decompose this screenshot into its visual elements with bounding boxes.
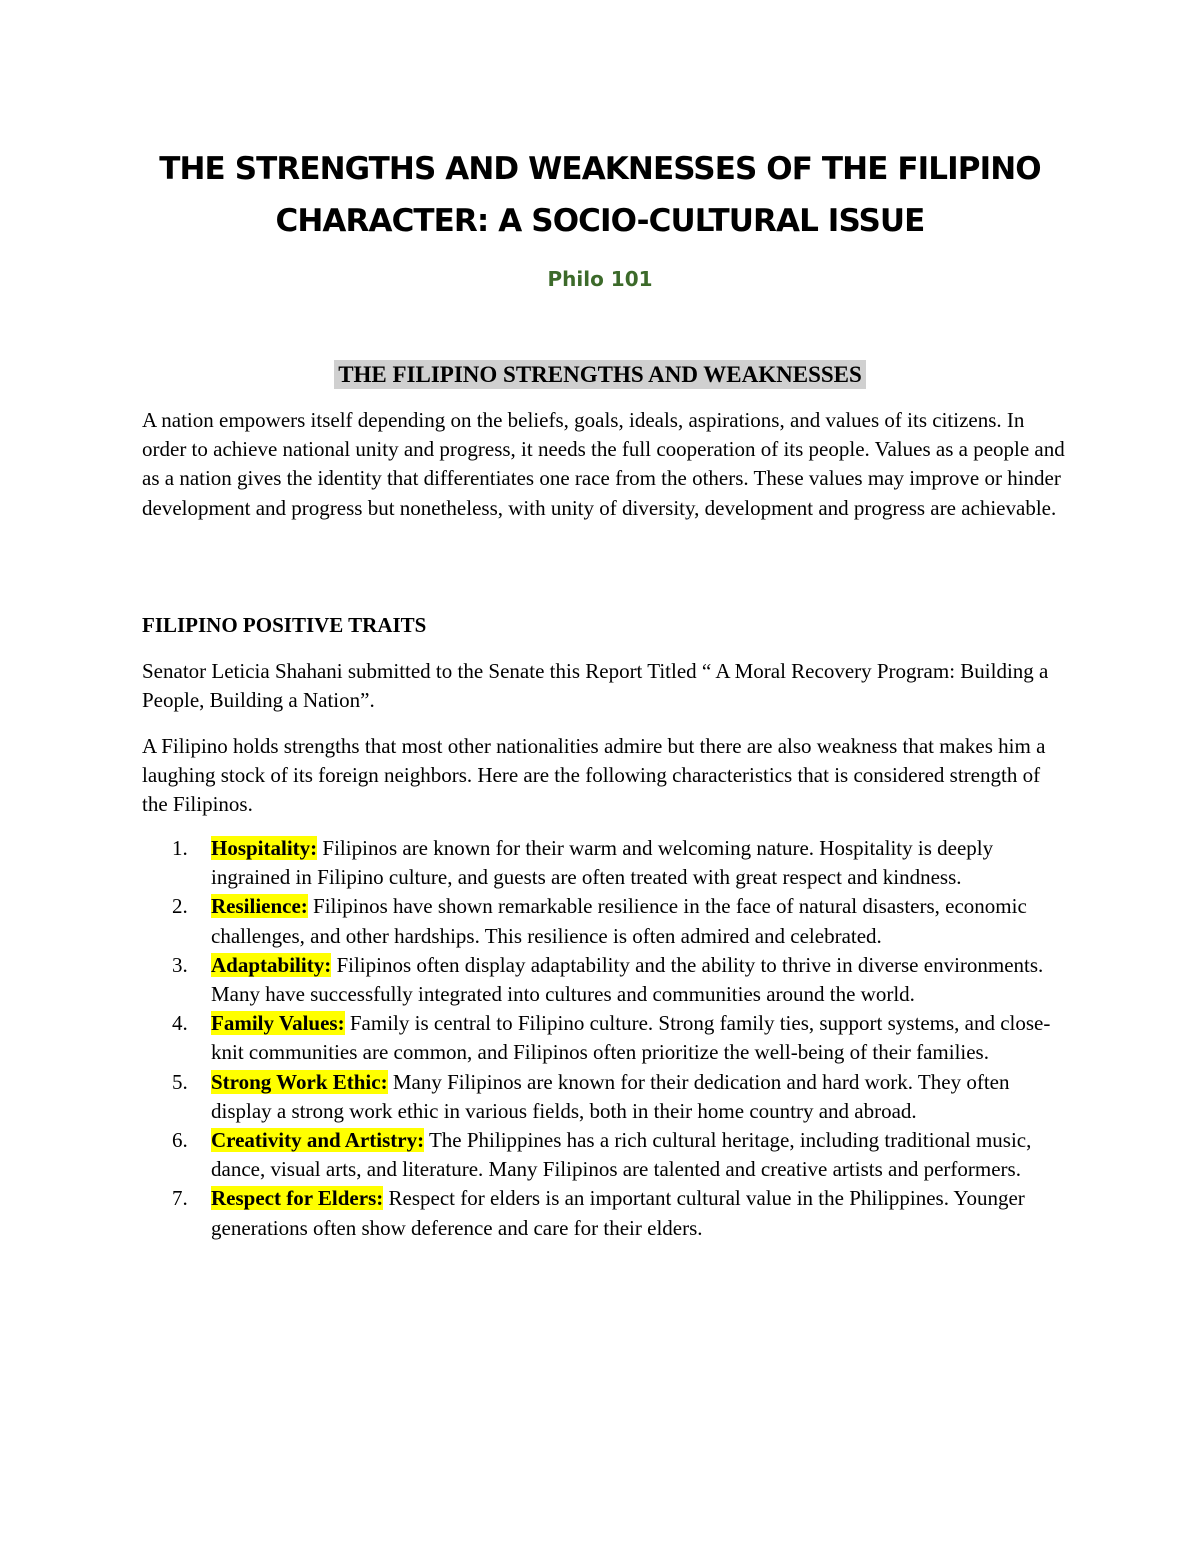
trait-description: The Philippines has a rich cultural heritage, including traditional music, dance, visual arts, and literature. Many Filipinos are talented and creative artists and performers. [211, 1128, 1032, 1182]
trait-description: Filipinos often display adaptability and the ability to thrive in diverse environments. Many have successfully integrated into cultures and communities around the world. [211, 952, 1044, 1007]
senator-paragraph: Senator Leticia Shahani submitted to the Senate this Report Titled “ A Moral Recovery Program: Building a People, Building a Nation”. [142, 659, 1049, 713]
list-item-number: 5. [172, 1069, 188, 1094]
list-item-number: 2. [172, 894, 188, 919]
trait-term: Respect for Elders: [211, 1186, 384, 1211]
list-item [172, 1068, 1072, 1126]
list-item-number: 3. [172, 952, 188, 977]
trait-term: Strong Work Ethic: [211, 1069, 388, 1094]
trait-description: Family is central to Filipino culture. Strong family ties, support systems, and close-knit communities are common, and Filipinos often prioritize the well-being of their families. [211, 1011, 1051, 1065]
trait-description: Respect for elders is an important cultural value in the Philippines. Younger generations often show deference and care for their elders. [211, 1186, 1025, 1240]
list-item [172, 834, 1072, 892]
traits-heading: FILIPINO POSITIVE TRAITS [142, 613, 427, 637]
list-item [172, 951, 1072, 1009]
trait-term: Resilience: [211, 894, 308, 919]
trait-term: Adaptability: [211, 952, 332, 977]
section-heading [0, 358, 1200, 392]
section-heading-text: THE FILIPINO STRENGTHS AND WEAKNESSES [334, 360, 866, 389]
list-item [172, 892, 1072, 950]
list-item [172, 1126, 1072, 1184]
list-item-number: 6. [172, 1128, 188, 1153]
strengths-paragraph: A Filipino holds strengths that most other nationalities admire but there are also weakness that makes him a laughing stock of its foreign neighbors. Here are the following characteristics that is considered strength of the Filipinos. [142, 734, 1046, 817]
trait-description: Filipinos are known for their warm and welcoming nature. Hospitality is deeply ingrained in Filipino culture, and guests are often treated with great respect and kindness. [211, 836, 994, 890]
intro-paragraph: A nation empowers itself depending on the beliefs, goals, ideals, aspirations, and values of its citizens. In order to achieve national unity and progress, it needs the full cooperation of its people. Values as a people and as a nation gives the identity that differentiates one race from the others. These values may improve or hinder development and progress but nonetheless, with unity of diversity, development and progress are achievable. [142, 408, 1065, 520]
trait-term: Creativity and Artistry: [211, 1128, 425, 1153]
document-title: THE STRENGTHS AND WEAKNESSES OF THE FILIPINO CHARACTER: A SOCIO-CULTURAL ISSUE [159, 151, 1041, 239]
list-item-number: 7. [172, 1186, 188, 1211]
trait-term: Family Values: [211, 1011, 345, 1036]
trait-term: Hospitality: [211, 836, 318, 860]
list-item-number: 1. [172, 836, 188, 860]
list-item-number: 4. [172, 1011, 188, 1036]
list-item [172, 1184, 1072, 1242]
course-subtitle: Philo 101 [547, 267, 653, 291]
trait-description: Many Filipinos are known for their dedication and hard work. They often display a strong work ethic in various fields, both in their home country and abroad. [211, 1069, 1010, 1123]
list-item [172, 1009, 1072, 1067]
traits-list [172, 834, 1072, 1243]
trait-description: Filipinos have shown remarkable resilience in the face of natural disasters, economic challenges, and other hardships. This resilience is often admired and celebrated. [211, 894, 1027, 948]
